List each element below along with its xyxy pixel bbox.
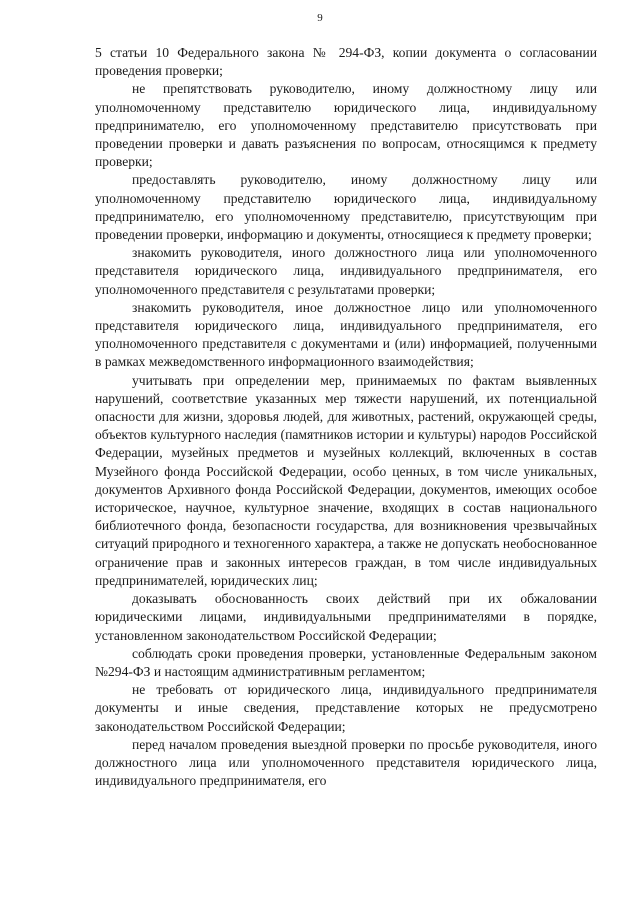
paragraph-9: не требовать от юридического лица, индивидуального предпринимателя документы и иные сведения, представление которых не предусмотрено законодательством Российской Федерации; [95, 682, 597, 734]
paragraph-7: доказывать обоснованность своих действий при их обжаловании юридическими лицами, индивидуальными предпринимателями в порядке, установленном законодательством Российской Федерации; [95, 591, 597, 643]
paragraph-10: перед началом проведения выездной проверки по просьбе руководителя, иного должностного лица или уполномоченного представителя юридического лица, индивидуального предпринимателя, его [95, 736, 597, 789]
document-body [95, 44, 597, 790]
paragraph-4: знакомить руководителя, иного должностного лица или уполномоченного представителя юридического лица, индивидуального предпринимателя, его уполномоченного представителя с результатами проверки; [95, 245, 597, 297]
paragraph-3: предоставлять руководителю, иному должностному лицу или уполномоченному представителю юридического лица, индивидуальному предпринимателю, его уполномоченному представителю, присутствующим при проведении проверки, информацию и документы, относящиеся к предмету проверки; [95, 172, 597, 243]
paragraph-8: соблюдать сроки проведения проверки, установленные Федеральным законом №294-ФЗ и настоящим административным регламентом; [95, 645, 597, 679]
paragraph-1: 5 статьи 10 Федерального закона № 294-ФЗ, копии документа о согласовании проведения проверки; [95, 45, 597, 79]
page-number: 9 [317, 12, 323, 24]
paragraph-2: не препятствовать руководителю, иному должностному лицу или уполномоченному представителю юридического лица, индивидуальному предпринимателю, его уполномоченному представителю присутствовать при проведении проверки и давать разъяснения по вопросам, относящимся к предмету проверки; [95, 81, 597, 170]
paragraph-6: учитывать при определении мер, принимаемых по фактам выявленных нарушений, соответствие указанных мер тяжести нарушений, их потенциальной опасности для жизни, здоровья людей, для животных, растений, окружающей среды, объектов культурного наследия (памятников истории и культуры) народов Российской Федерации, музейных предметов и музейных коллекций, включенных в состав Музейного фонда Российской Федерации, особо ценных, в том числе уникальных, документов Архивного фонда Российской Федерации, документов, имеющих особое историческое, научное, культурное значение, входящих в состав национального библиотечного фонда, безопасности государства, для возникновения чрезвычайных ситуаций природного и техногенного характера, а также не допускать необоснованное ограничение прав и законных интересов граждан, в том числе индивидуальных предпринимателей, юридических лиц; [95, 372, 598, 588]
paragraph-5: знакомить руководителя, иное должностное лицо или уполномоченного представителя юридического лица, индивидуального предпринимателя, его уполномоченного представителя с документами и (или) информацией, полученными в рамках межведомственного информационного взаимодействия; [95, 299, 597, 370]
